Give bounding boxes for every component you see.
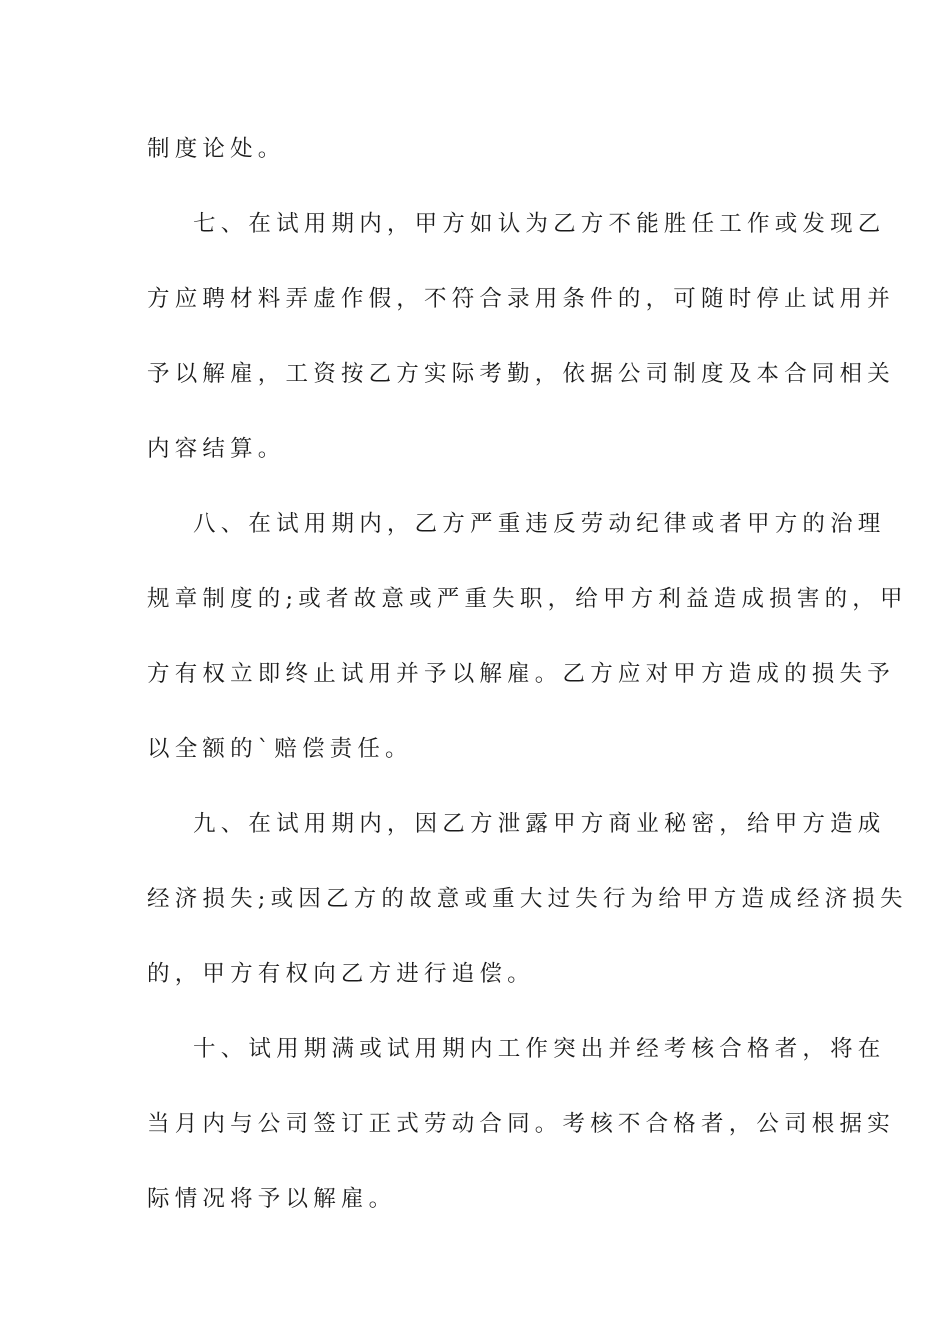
text-line: 内容结算。 [147,436,286,462]
clause-8-heading-line: 八、在试用期内，乙方严重违反劳动纪律或者甲方的治理 [193,511,886,537]
clause-7-heading-line: 七、在试用期内，甲方如认为乙方不能胜任工作或发现乙 [193,211,886,237]
clause-10-heading-line: 十、试用期满或试用期内工作突出并经考核合格者，将在 [193,1036,886,1062]
text-line: 方应聘材料弄虚作假，不符合录用条件的，可随时停止试用并 [147,286,895,312]
text-line: 规章制度的;或者故意或严重失职，给甲方利益造成损害的，甲 [147,586,908,612]
text-line: 当月内与公司签订正式劳动合同。考核不合格者，公司根据实 [147,1111,895,1137]
text-line: 制度论处。 [147,136,286,162]
text-line: 的，甲方有权向乙方进行追偿。 [147,961,535,987]
clause-9-heading-line: 九、在试用期内，因乙方泄露甲方商业秘密，给甲方造成 [193,811,886,837]
text-line: 方有权立即终止试用并予以解雇。乙方应对甲方造成的损失予 [147,661,895,687]
text-line: 际情况将予以解雇。 [147,1186,397,1212]
text-line: 以全额的`赔偿责任。 [147,736,413,762]
text-line: 经济损失;或因乙方的故意或重大过失行为给甲方造成经济损失 [147,886,908,912]
text-line: 予以解雇，工资按乙方实际考勤，依据公司制度及本合同相关 [147,361,895,387]
